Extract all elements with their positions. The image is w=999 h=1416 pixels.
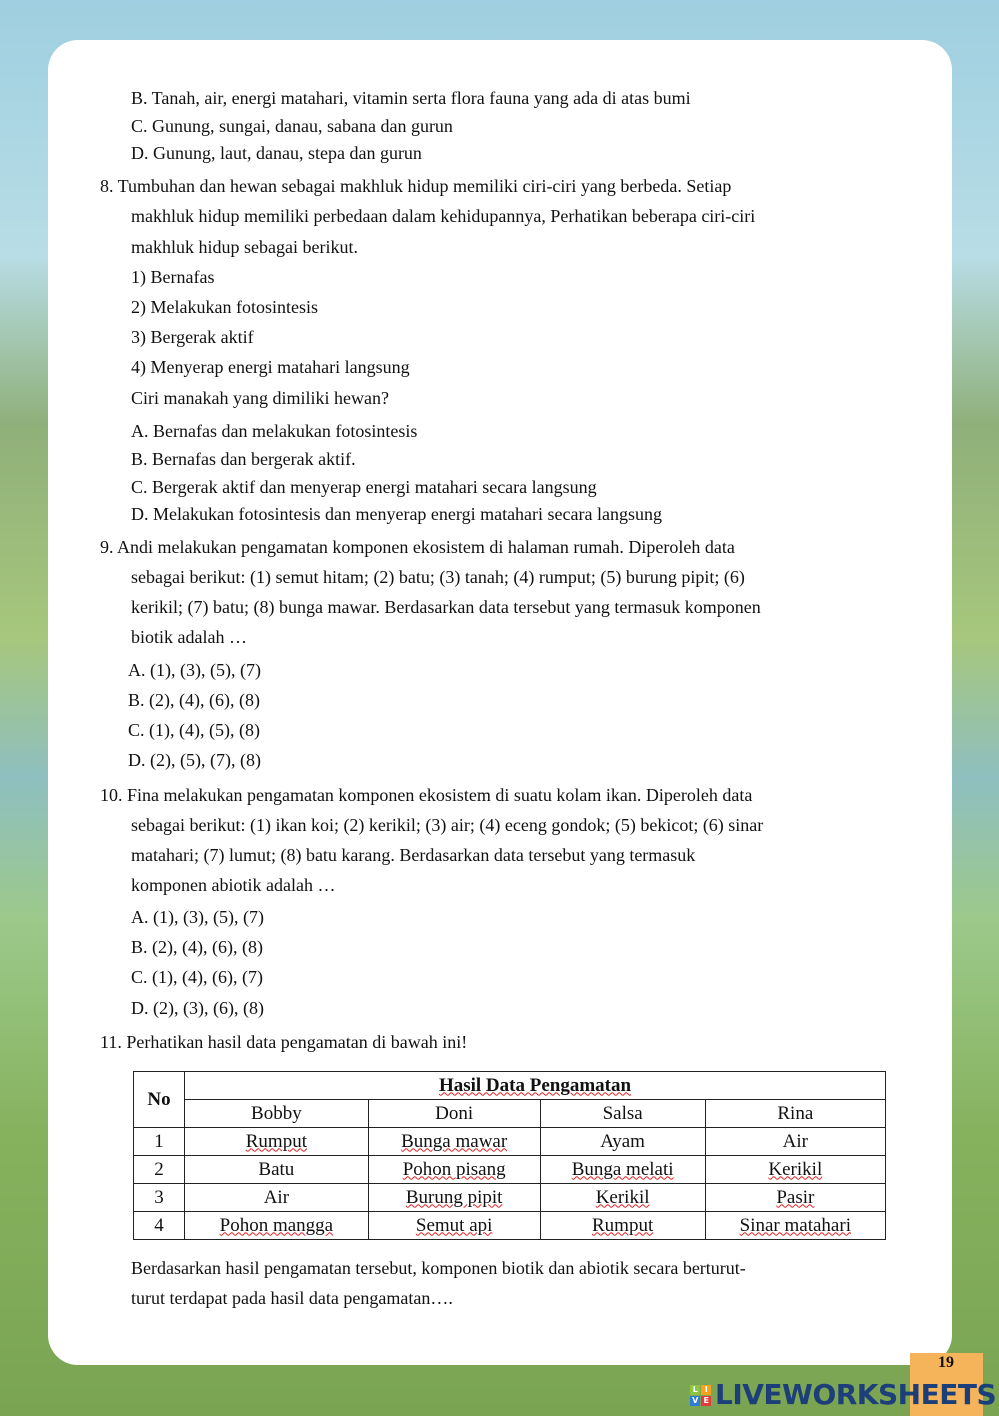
table-cell: Pohon mangga — [185, 1212, 369, 1240]
q9-text: 9. Andi melakukan pengamatan komponen ekosistem di halaman rumah. Diperoleh data — [100, 537, 735, 557]
table-cell: Rumput — [185, 1128, 369, 1156]
page-number: 19 — [938, 1354, 954, 1371]
q10-text: 10. Fina melakukan pengamatan komponen ekosistem di suatu kolam ikan. Diperoleh data — [100, 785, 753, 805]
table-row — [134, 1156, 886, 1184]
table-cell: Semut api — [368, 1212, 540, 1240]
q10-option-d: D. (2), (3), (6), (8) — [131, 998, 264, 1018]
q7-option-c: C. Gunung, sungai, danau, sabana dan gurun — [131, 116, 453, 136]
table-row — [134, 1212, 886, 1240]
table-cell: Pasir — [705, 1184, 885, 1212]
q9-option-c: C. (1), (4), (5), (8) — [128, 720, 260, 740]
q8-item: 1) Bernafas — [131, 267, 215, 287]
q8-option-d: D. Melakukan fotosintesis dan menyerap energi matahari secara langsung — [131, 504, 662, 524]
q7-option-b: B. Tanah, air, energi matahari, vitamin serta flora fauna yang ada di atas bumi — [131, 88, 691, 108]
q11-question: turut terdapat pada hasil data pengamatan…. — [131, 1288, 453, 1308]
q11-question: Berdasarkan hasil pengamatan tersebut, komponen biotik dan abiotik secara berturut- — [131, 1258, 746, 1278]
table-row — [134, 1128, 886, 1156]
q11-text: 11. Perhatikan hasil data pengamatan di bawah ini! — [100, 1032, 468, 1052]
table-cell: Kerikil — [705, 1156, 885, 1184]
q10-text: komponen abiotik adalah … — [131, 875, 336, 895]
q8-option-c: C. Bergerak aktif dan menyerap energi matahari secara langsung — [131, 477, 597, 497]
q9-text: sebagai berikut: (1) semut hitam; (2) batu; (3) tanah; (4) rumput; (5) burung pipit; (6) — [131, 567, 745, 587]
q10-option-a: A. (1), (3), (5), (7) — [131, 907, 264, 927]
header-name: Rina — [705, 1100, 885, 1128]
table-cell: Batu — [185, 1156, 369, 1184]
q8-item: 2) Melakukan fotosintesis — [131, 297, 318, 317]
header-name: Salsa — [540, 1100, 705, 1128]
table-cell: Pohon pisang — [368, 1156, 540, 1184]
table-cell: Air — [185, 1184, 369, 1212]
q9-option-a: A. (1), (3), (5), (7) — [128, 660, 261, 680]
row-number: 4 — [134, 1212, 185, 1240]
header-name: Doni — [368, 1100, 540, 1128]
row-number: 1 — [134, 1128, 185, 1156]
logo-tiles-icon: L I V E — [690, 1385, 711, 1406]
q8-question: Ciri manakah yang dimiliki hewan? — [131, 388, 389, 408]
q10-option-c: C. (1), (4), (6), (7) — [131, 967, 263, 987]
q9-option-d: D. (2), (5), (7), (8) — [128, 750, 261, 770]
table-cell: Air — [705, 1128, 885, 1156]
table-cell: Burung pipit — [368, 1184, 540, 1212]
row-number: 3 — [134, 1184, 185, 1212]
header-no: No — [134, 1072, 185, 1128]
table-cell: Kerikil — [540, 1184, 705, 1212]
q8-option-b: B. Bernafas dan bergerak aktif. — [131, 449, 356, 469]
q10-text: matahari; (7) lumut; (8) batu karang. Berdasarkan data tersebut yang termasuk — [131, 845, 696, 865]
table-cell: Rumput — [540, 1212, 705, 1240]
q8-text: 8. Tumbuhan dan hewan sebagai makhluk hidup memiliki ciri-ciri yang berbeda. Setiap — [100, 176, 732, 196]
q8-item: 3) Bergerak aktif — [131, 327, 254, 347]
q8-item: 4) Menyerap energi matahari langsung — [131, 357, 410, 377]
row-number: 2 — [134, 1156, 185, 1184]
table-cell: Sinar matahari — [705, 1212, 885, 1240]
q10-option-b: B. (2), (4), (6), (8) — [131, 937, 263, 957]
liveworksheets-logo: L I V E LIVEWORKSHEETS — [690, 1380, 996, 1410]
q9-text: kerikil; (7) batu; (8) bunga mawar. Berdasarkan data tersebut yang termasuk komponen — [131, 597, 761, 617]
q8-text: makhluk hidup memiliki perbedaan dalam kehidupannya, Perhatikan beberapa ciri-ciri — [131, 206, 756, 226]
q7-option-d: D. Gunung, laut, danau, stepa dan gurun — [131, 143, 422, 163]
header-name: Bobby — [185, 1100, 369, 1128]
q8-text: makhluk hidup sebagai berikut. — [131, 237, 358, 257]
q10-text: sebagai berikut: (1) ikan koi; (2) kerikil; (3) air; (4) eceng gondok; (5) bekicot; (6) sinar — [131, 815, 764, 835]
observation-table — [133, 1071, 886, 1240]
table-cell: Bunga melati — [540, 1156, 705, 1184]
header-title: Hasil Data Pengamatan — [185, 1072, 886, 1100]
q8-option-a: A. Bernafas dan melakukan fotosintesis — [131, 421, 418, 441]
table-row — [134, 1184, 886, 1212]
table-cell: Bunga mawar — [368, 1128, 540, 1156]
q9-text: biotik adalah … — [131, 627, 247, 647]
q9-option-b: B. (2), (4), (6), (8) — [128, 690, 260, 710]
table-cell: Ayam — [540, 1128, 705, 1156]
